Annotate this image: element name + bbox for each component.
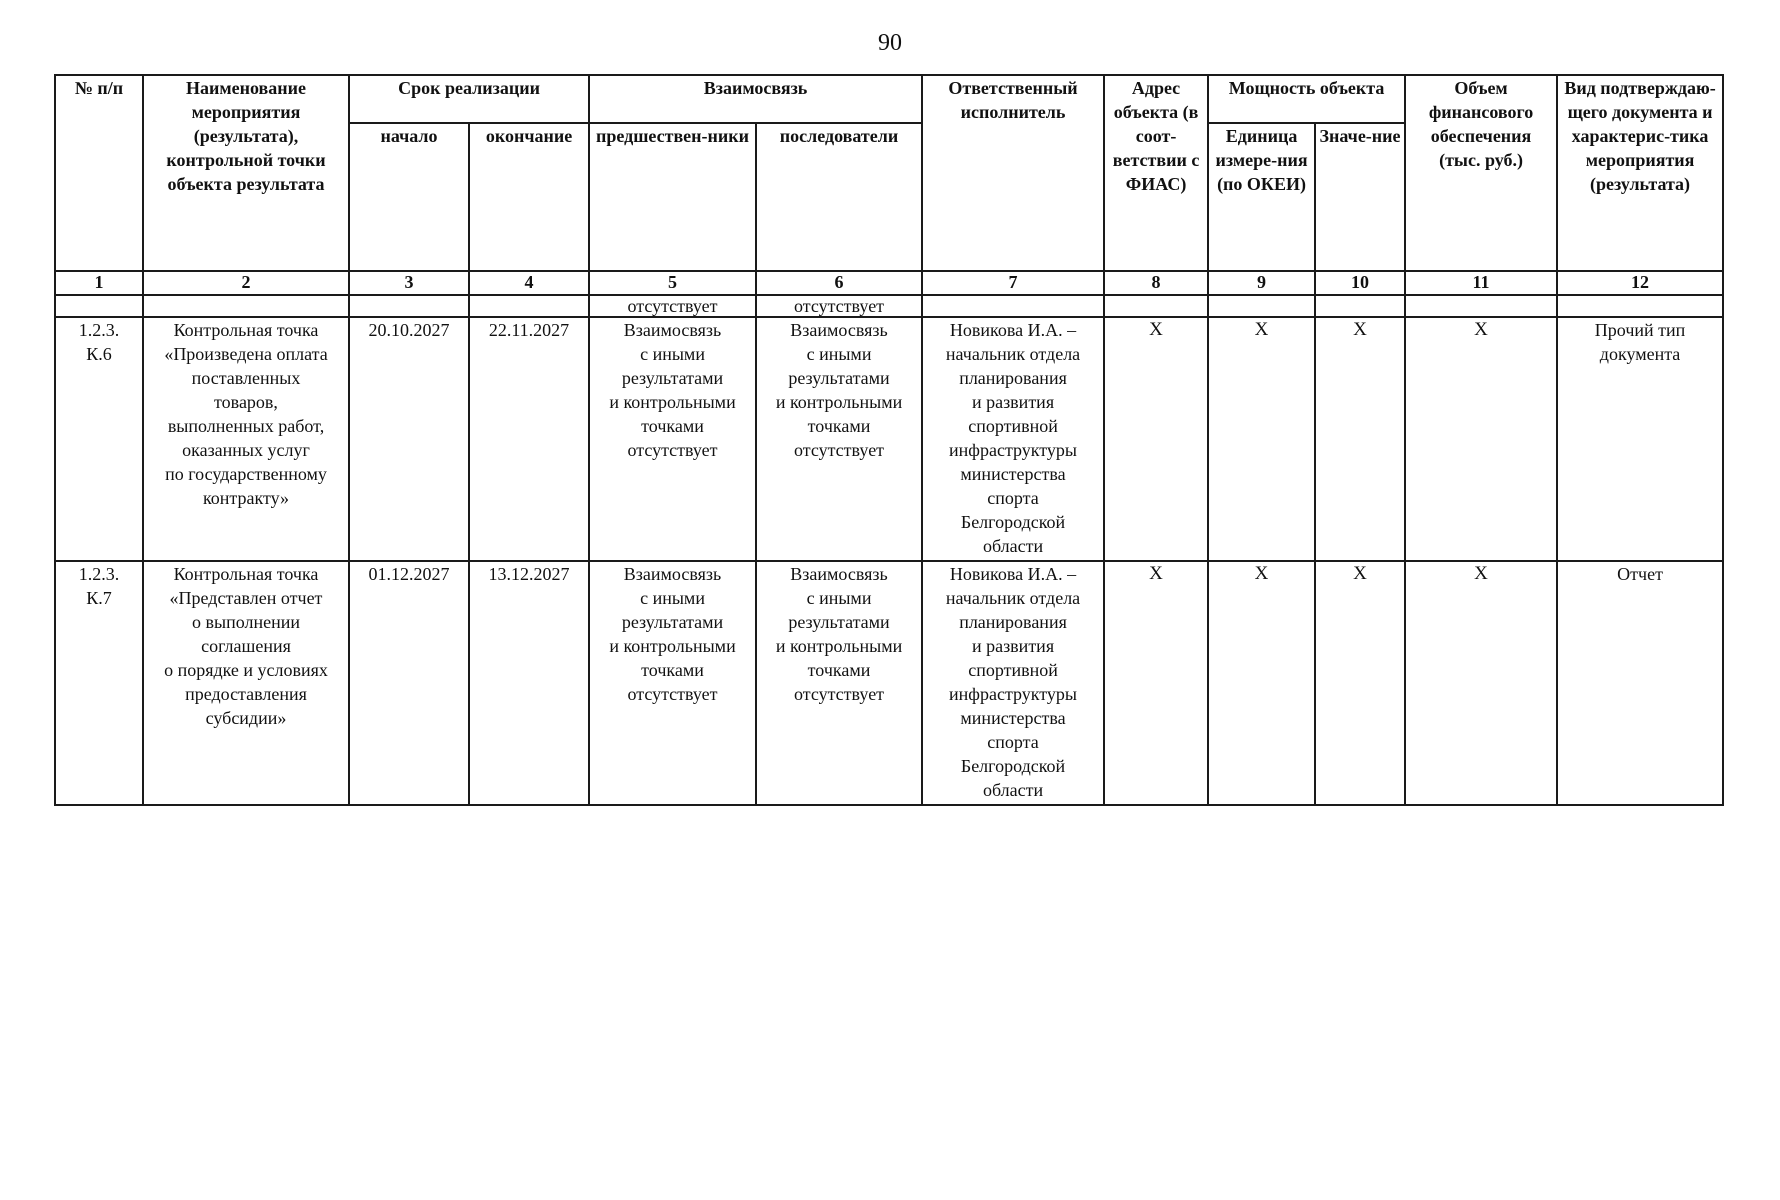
- row-unit: Х: [1208, 317, 1315, 561]
- column-number: 5: [589, 271, 756, 295]
- row-end-date: 22.11.2027: [469, 317, 589, 561]
- column-number: 7: [922, 271, 1104, 295]
- row-predecessors: Взаимосвязь с иными результатами и контрольными точками отсутствует: [589, 561, 756, 805]
- header-number: № п/п: [55, 75, 143, 271]
- column-number: 2: [143, 271, 349, 295]
- header-capacity-group: Мощность объекта: [1208, 75, 1405, 123]
- table-header: [55, 75, 1723, 295]
- header-capacity-unit: Единица измере-ния (по ОКЕИ): [1208, 123, 1315, 271]
- header-address: Адрес объекта (в соот-ветствии с ФИАС): [1104, 75, 1208, 271]
- row-successors: Взаимосвязь с иными результатами и контрольными точками отсутствует: [756, 561, 922, 805]
- continuation-row: [55, 295, 1723, 317]
- row-finance: Х: [1405, 561, 1557, 805]
- row-responsible: Новикова И.А. – начальник отдела планирования и развития спортивной инфраструктуры министерства спорта Белгородской области: [922, 561, 1104, 805]
- continuation-succ: отсутствует: [756, 295, 922, 317]
- table-cell: [349, 295, 469, 317]
- row-doc-type: Прочий тип документа: [1557, 317, 1723, 561]
- row-number: 1.2.3. К.7: [55, 561, 143, 805]
- row-address: Х: [1104, 561, 1208, 805]
- row-value: Х: [1315, 561, 1405, 805]
- header-relation-group: Взаимосвязь: [589, 75, 922, 123]
- table-cell: [143, 295, 349, 317]
- row-number: 1.2.3. К.6: [55, 317, 143, 561]
- table-cell: [469, 295, 589, 317]
- column-number: 12: [1557, 271, 1723, 295]
- row-predecessors: Взаимосвязь с иными результатами и контрольными точками отсутствует: [589, 317, 756, 561]
- table-row: [55, 561, 1723, 805]
- table-cell: [1104, 295, 1208, 317]
- row-successors: Взаимосвязь с иными результатами и контрольными точками отсутствует: [756, 317, 922, 561]
- table-cell: [1208, 295, 1315, 317]
- header-capacity-value: Значе-ние: [1315, 123, 1405, 271]
- header-relation-pred: предшествен-ники: [589, 123, 756, 271]
- row-value: Х: [1315, 317, 1405, 561]
- header-doc-type: Вид подтверждаю-щего документа и характерис-тика мероприятия (результата): [1557, 75, 1723, 271]
- table-row: [55, 317, 1723, 561]
- header-name: Наименование мероприятия (результата), контрольной точки объекта результата: [143, 75, 349, 271]
- header-term-end: окончание: [469, 123, 589, 271]
- continuation-pred: отсутствует: [589, 295, 756, 317]
- table-cell: [1557, 295, 1723, 317]
- column-number: 9: [1208, 271, 1315, 295]
- row-responsible: Новикова И.А. – начальник отдела планирования и развития спортивной инфраструктуры министерства спорта Белгородской области: [922, 317, 1104, 561]
- header-finance: Объем финансового обеспечения (тыс. руб.): [1405, 75, 1557, 271]
- column-number: 3: [349, 271, 469, 295]
- column-number: 4: [469, 271, 589, 295]
- column-number: 10: [1315, 271, 1405, 295]
- header-relation-succ: последователи: [756, 123, 922, 271]
- column-number: 8: [1104, 271, 1208, 295]
- row-name: Контрольная точка «Произведена оплата поставленных товаров, выполненных работ, оказанных услуг по государственному контракту»: [143, 317, 349, 561]
- table-cell: [922, 295, 1104, 317]
- column-number: 1: [55, 271, 143, 295]
- table-cell: [1315, 295, 1405, 317]
- header-term-start: начало: [349, 123, 469, 271]
- row-end-date: 13.12.2027: [469, 561, 589, 805]
- row-start-date: 20.10.2027: [349, 317, 469, 561]
- row-unit: Х: [1208, 561, 1315, 805]
- table-cell: [1405, 295, 1557, 317]
- row-address: Х: [1104, 317, 1208, 561]
- table-cell: [55, 295, 143, 317]
- column-number-row: [55, 271, 1723, 295]
- row-finance: Х: [1405, 317, 1557, 561]
- row-doc-type: Отчет: [1557, 561, 1723, 805]
- row-name: Контрольная точка «Представлен отчет о выполнении соглашения о порядке и условиях предоставления субсидии»: [143, 561, 349, 805]
- row-start-date: 01.12.2027: [349, 561, 469, 805]
- page-number: 90: [878, 30, 902, 56]
- header-responsible: Ответственный исполнитель: [922, 75, 1104, 271]
- activity-table: [54, 74, 1724, 806]
- column-number: 6: [756, 271, 922, 295]
- header-term-group: Срок реализации: [349, 75, 589, 123]
- column-number: 11: [1405, 271, 1557, 295]
